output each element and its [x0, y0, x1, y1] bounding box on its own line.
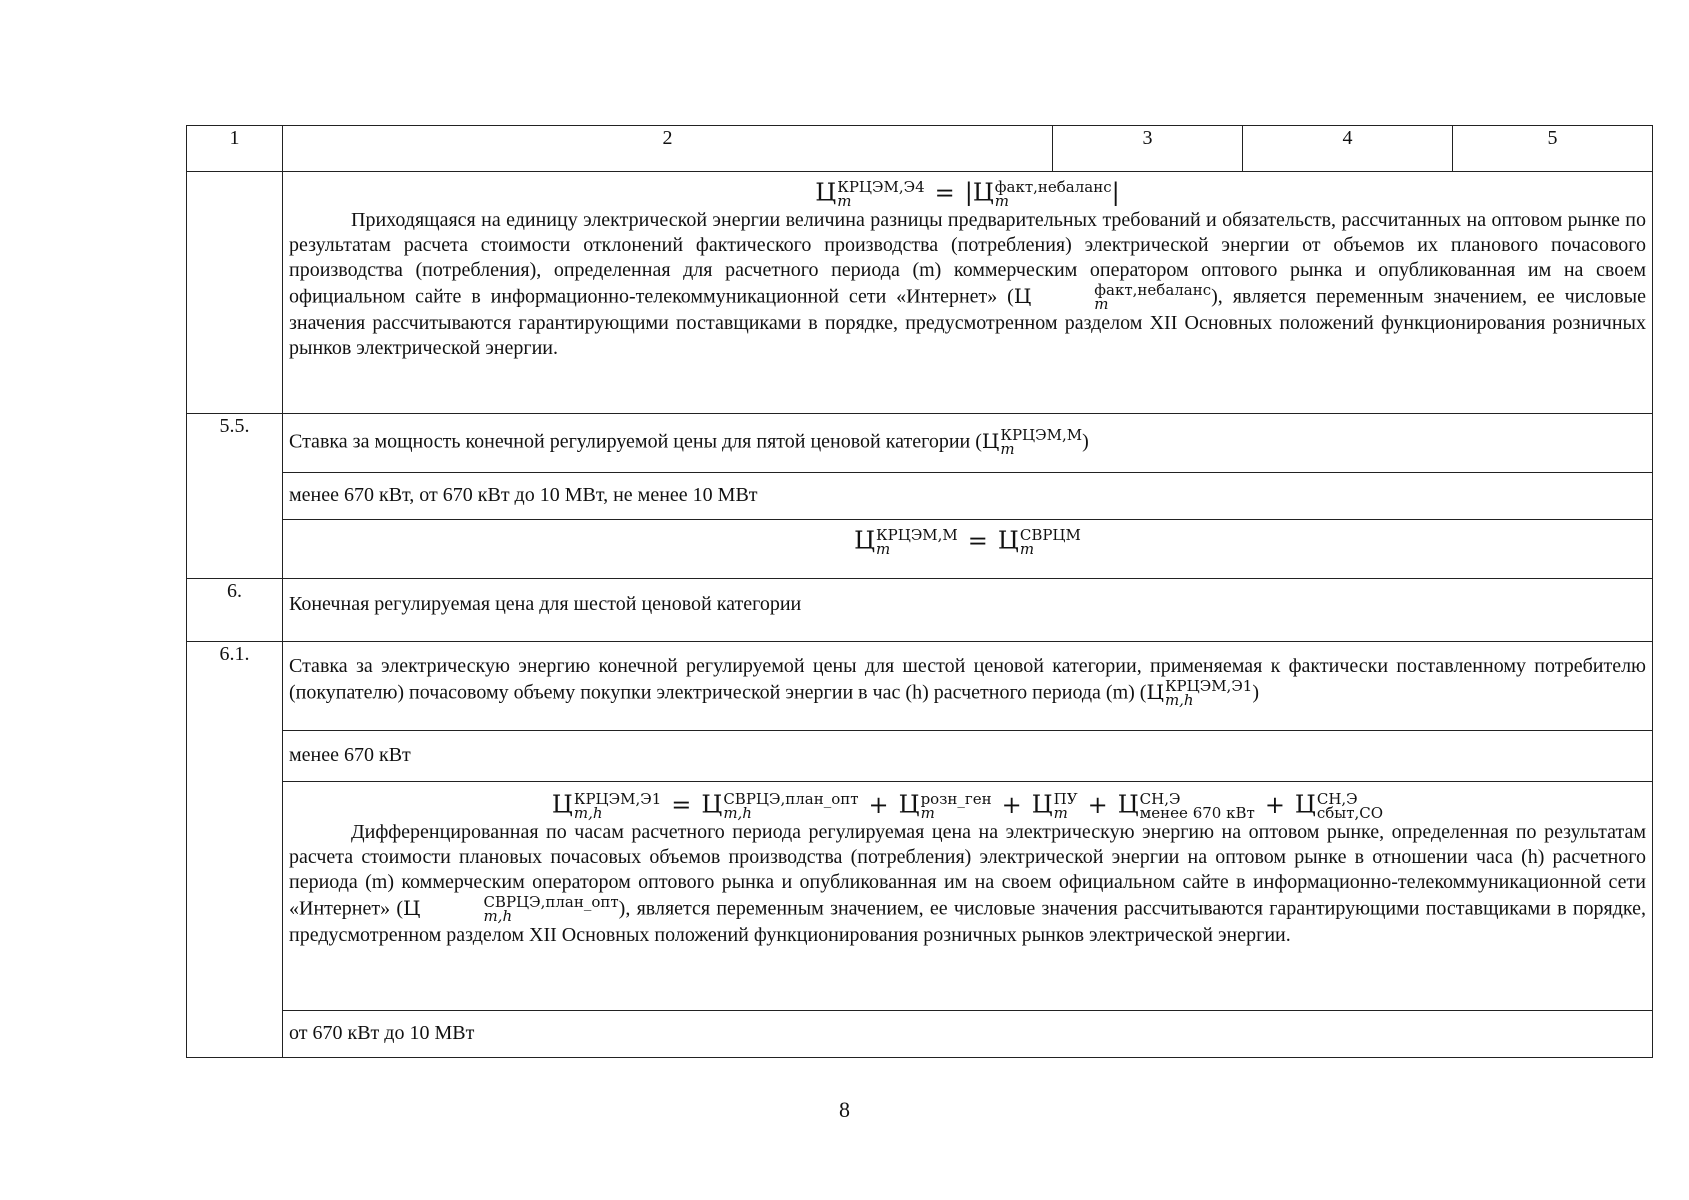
row-5-5-subheading: менее 670 кВт, от 670 кВт до 10 МВт, не менее 10 МВт [283, 473, 1653, 520]
header-col-5: 5 [1453, 126, 1653, 172]
table-header-row [187, 126, 1653, 172]
row-6-1-description: Дифференцированная по часам расчетного периода регулируемая цена на электрическую энергию на оптовом рынке, определенная по результатам расчета стоимости плановых почасовых объемов производства (потребления) электрической энергии на оптовом рынке в отношении часа (h) расчетного периода (m) коммерческим оператором оптового рынка и опубликованная им на своем официальном сайте в информационно-телекоммуникационной сети «Интернет» (Ц СВРЦЭ,план_опт m,h ), является переменным значением, ее числовые значения рассчитываются гарантирующими поставщиками в порядке, предусмотренном разделом XII Основных положений функционирования розничных рынков электрической энергии. [289, 821, 1646, 946]
row-number-empty [187, 172, 283, 414]
row-number: 6.1. [187, 642, 283, 1058]
table-row [187, 579, 1653, 642]
table-row [187, 782, 1653, 1011]
table-row [187, 1011, 1653, 1058]
table-row [187, 520, 1653, 579]
table-row [187, 473, 1653, 520]
row-5-5-title: Ставка за мощность конечной регулируемой цены для пятой ценовой категории (Ц КРЦЭМ,М m ) [283, 414, 1653, 473]
header-col-3: 3 [1053, 126, 1243, 172]
formula-e4: Ц КРЦЭМ,Э4 m = |Ц факт,небаланс m | [815, 178, 1120, 210]
page-number: 8 [839, 1097, 850, 1122]
header-col-1: 1 [187, 126, 283, 172]
row-5-5-formula-cell [283, 520, 1653, 579]
row-6-1-subheading-2: от 670 кВт до 10 МВт [283, 1011, 1653, 1058]
formula-6-1: Ц КРЦЭМ,Э1 m,h = Ц СВРЦЭ,план_опт m,h + Ц розн_ген m + Ц ПУ m + Ц СН,Э менее 670 кВт + Ц СН,Э сбыт,СО [551, 790, 1384, 822]
row-6-title: Конечная регулируемая цена для шестой ценовой категории [283, 579, 1653, 642]
table-row [187, 172, 1653, 414]
row-number: 5.5. [187, 414, 283, 579]
formula-5-5: Ц КРЦЭМ,М m = Ц СВРЦМ m [854, 526, 1081, 558]
row-6-1-title: Ставка за электрическую энергию конечной регулируемой цены для шестой ценовой категории, применяемая к фактически поставленному потребителю (покупателю) почасовому объему покупки электрической энергии в час (h) расчетного периода (m) (Ц КРЦЭМ,Э1 m,h ) [283, 642, 1653, 731]
row-6-1-subheading: менее 670 кВт [283, 731, 1653, 782]
table-row [187, 642, 1653, 731]
table-row [187, 414, 1653, 473]
e4-cell [283, 172, 1653, 414]
header-col-4: 4 [1243, 126, 1453, 172]
row-number: 6. [187, 579, 283, 642]
header-col-2: 2 [283, 126, 1053, 172]
tariff-table [186, 125, 1653, 1058]
row-6-1-formula-cell [283, 782, 1653, 1011]
e4-description: Приходящаяся на единицу электрической энергии величина разницы предварительных требований и обязательств, рассчитанных на оптовом рынке по результатам расчета стоимости отклонений фактического производства (потребления) электрической энергии от объемов их планового почасового производства (потребления), определенная для расчетного периода (m) коммерческим оператором оптового рынка и опубликованная им на своем официальном сайте в информационно-телекоммуникационной сети «Интернет» (Ц факт,небаланс m ), является переменным значением, ее числовые значения рассчитываются гарантирующими поставщиками в порядке, предусмотренном разделом XII Основных положений функционирования розничных рынков электрической энергии. [289, 209, 1646, 359]
table-row [187, 731, 1653, 782]
